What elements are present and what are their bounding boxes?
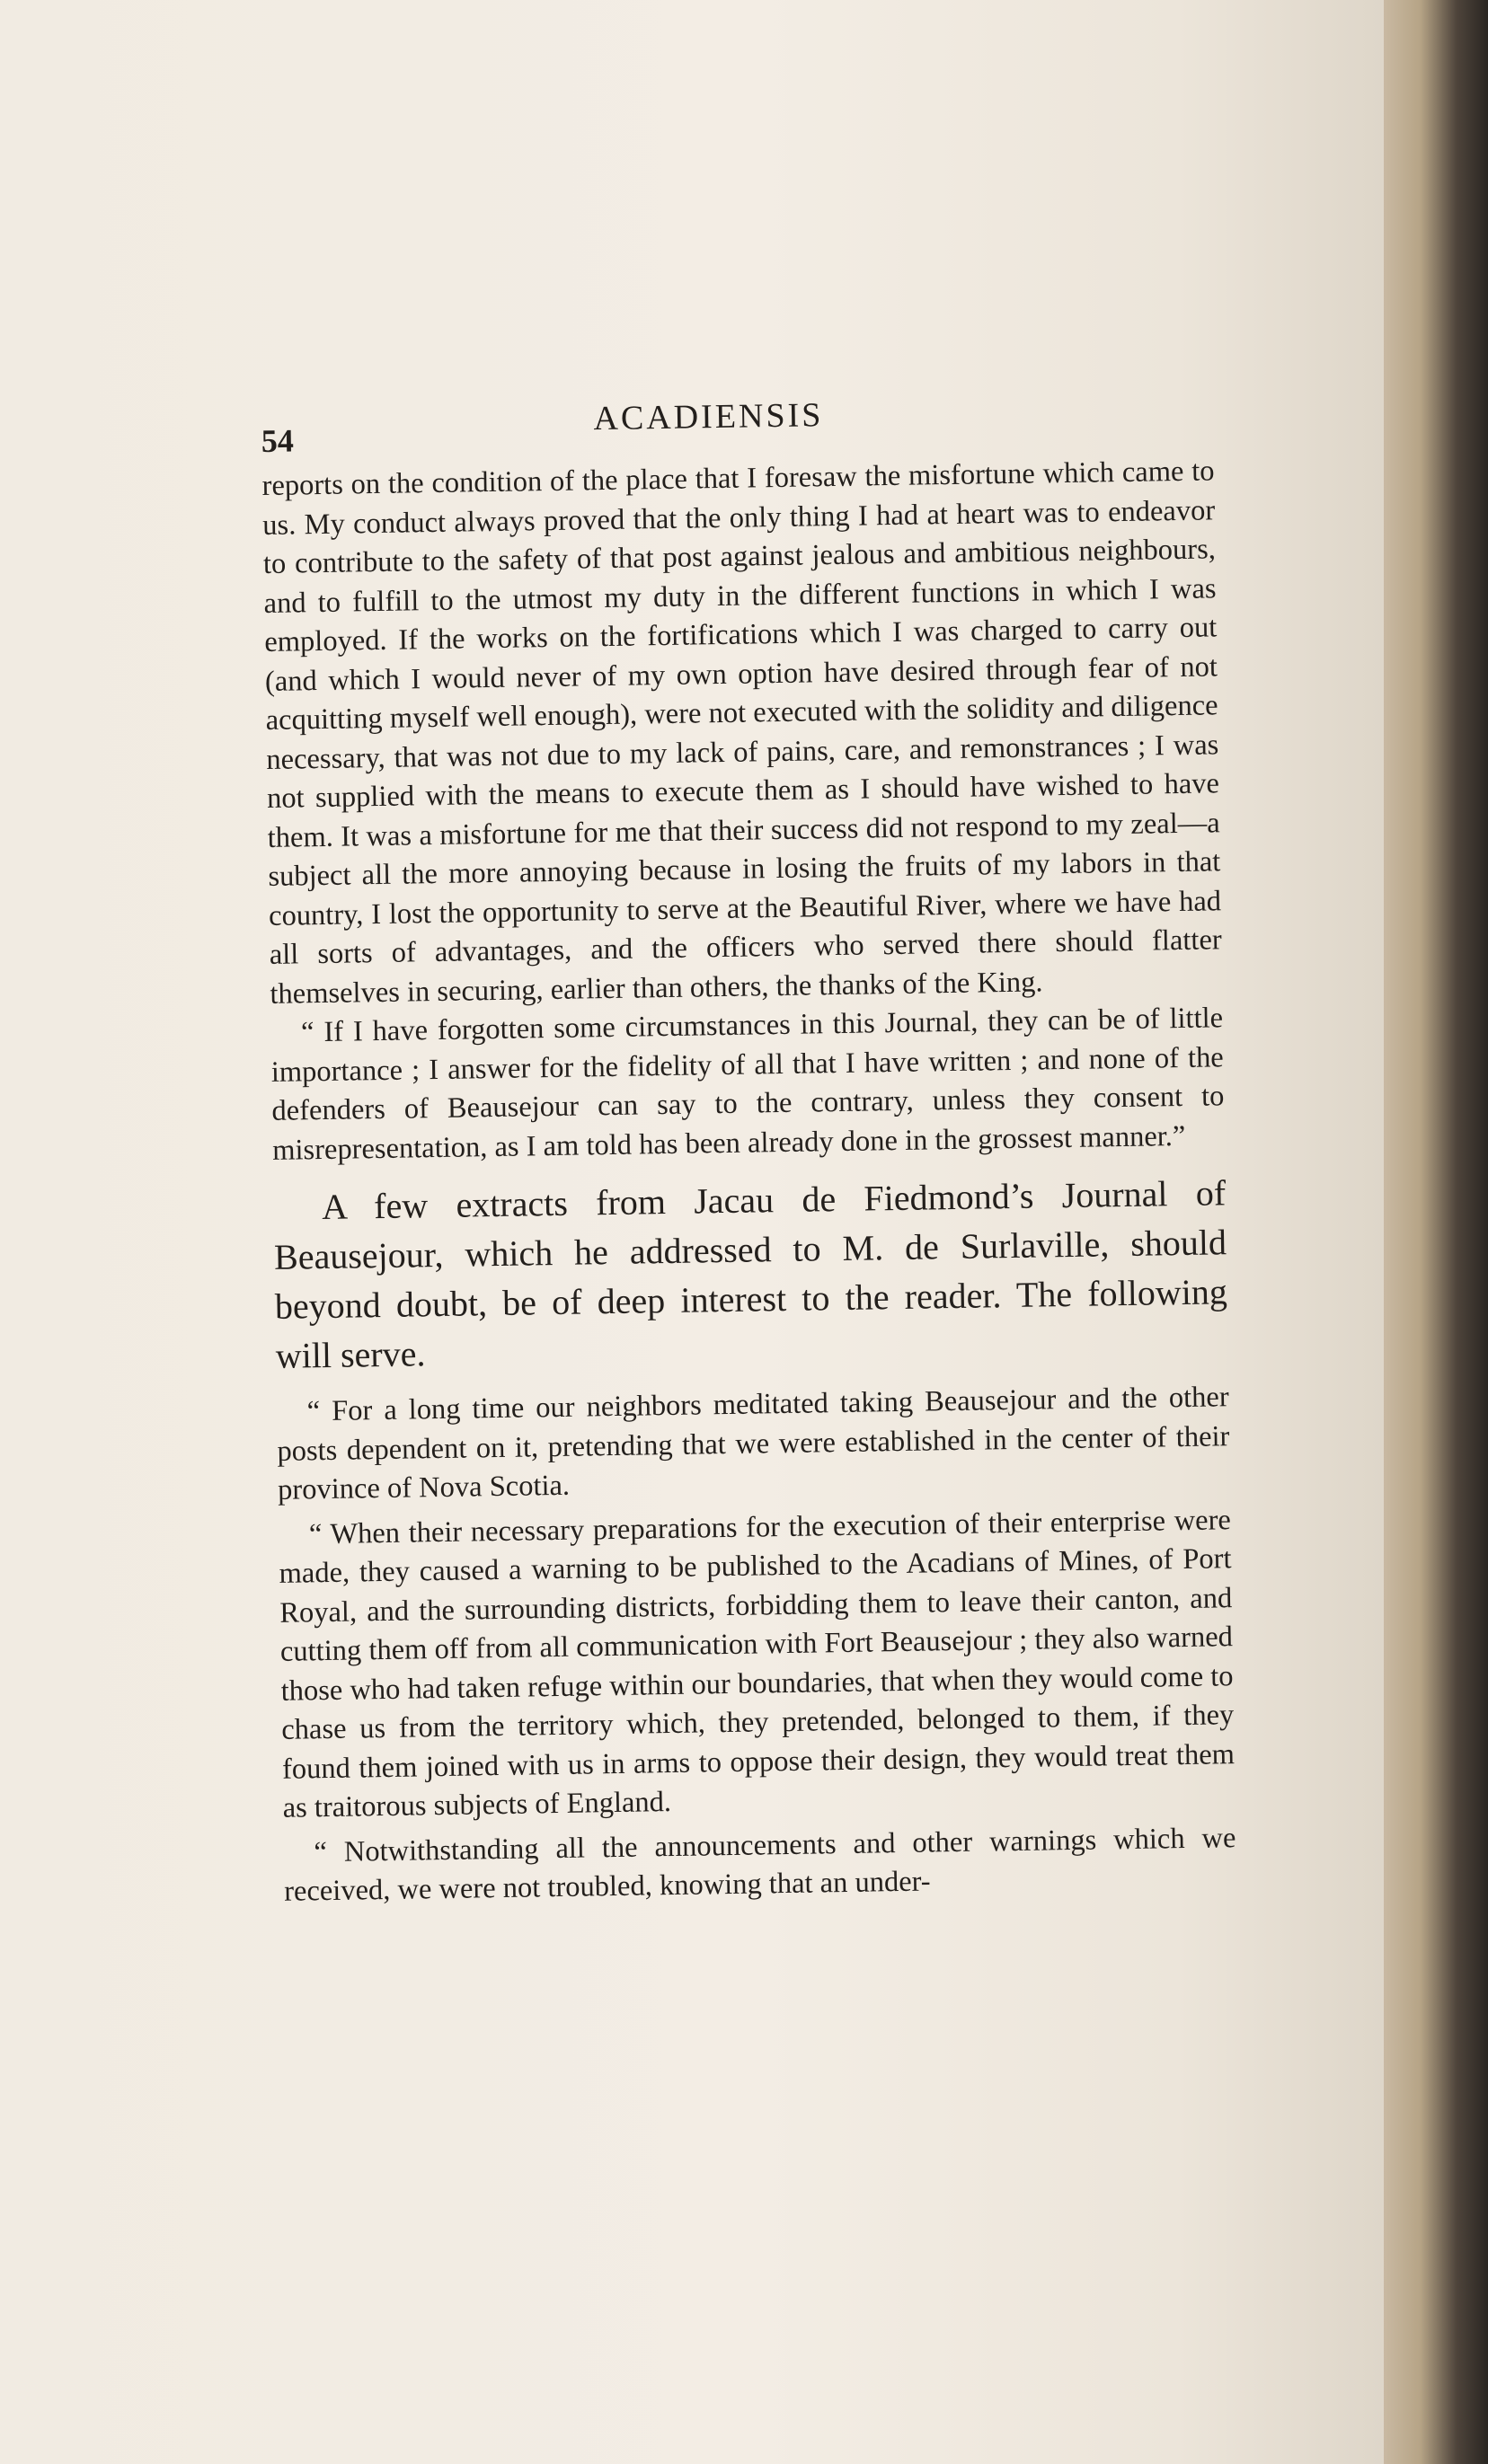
page-number: 54: [261, 422, 295, 459]
running-head: ACADIENSIS: [593, 396, 824, 438]
paragraph-quote-neighbors: “ For a long time our neighbors meditated taking Beausejour and the other posts dependent on it, pretending that we were established in the center of their province of Nova Scotia.: [277, 1381, 1230, 1506]
page-header: [261, 380, 1214, 467]
paragraph-continuation: reports on the condition of the place that I foresaw the misfortune which came to us. My conduct always proved that the only thing I had at heart was to endeavor to contribute to the safety of that post against jealous and ambitious neighbours, and to fulfill to the utmost my duty in the different functions in which I was employed. If the works on the fortifications which I was charged to carry out (and which I would never of my own option have desired through fear of not acquitting myself well enough), were not executed with the solidity and diligence necessary, that was not due to my lack of pains, care, and remonstrances ; I was not supplied with the means to execute them as I should have wished to have them. It was a misfortune for me that their success did not respond to my zeal—a subject all the more annoying because in losing the fruits of my labors in that country, I lost the opportunity to serve at the Beautiful River, where we have had all sorts of advantages, and the officers who served there should flatter themselves in securing, earlier than others, the thanks of the King.: [261, 455, 1222, 1011]
paragraph-quote-preparations: “ When their necessary preparations for the execution of their enterprise were made, they caused a warning to be published to the Acadians of Mines, of Port Royal, and the surrounding districts, forbidding them to leave their canton, and cutting them off from all communication with Fort Beausejour ; they also warned those who had taken refuge within our boundaries, that when they would come to chase us from the territory which, they pretended, belonged to them, if they found them joined with us in arms to oppose their design, they would treat them as traitorous subjects of England.: [279, 1503, 1236, 1824]
page-content: [261, 380, 1236, 1912]
body-text: [261, 452, 1236, 1912]
paragraph-extracts-intro: A few extracts from Jacau de Fiedmond’s Journal of Beausejour, which he addressed to M. de Surlaville, should beyond doubt, be of deep interest to the reader. The following will serve.: [273, 1172, 1228, 1376]
adjacent-page-edges: [1384, 0, 1488, 2464]
paragraph-quote-journal: “ If I have forgotten some circumstances in this Journal, they can be of little importance ; I answer for the fidelity of all that I have written ; and none of the defenders of Beausejour can say to the contrary, unless they consent to misrepresentation, as I am told has been already done in the grossest manner.”: [270, 1002, 1225, 1167]
paragraph-quote-warnings: “ Notwithstanding all the announcements and other warnings which we received, we were not troubled, knowing that an under-: [283, 1821, 1236, 1908]
